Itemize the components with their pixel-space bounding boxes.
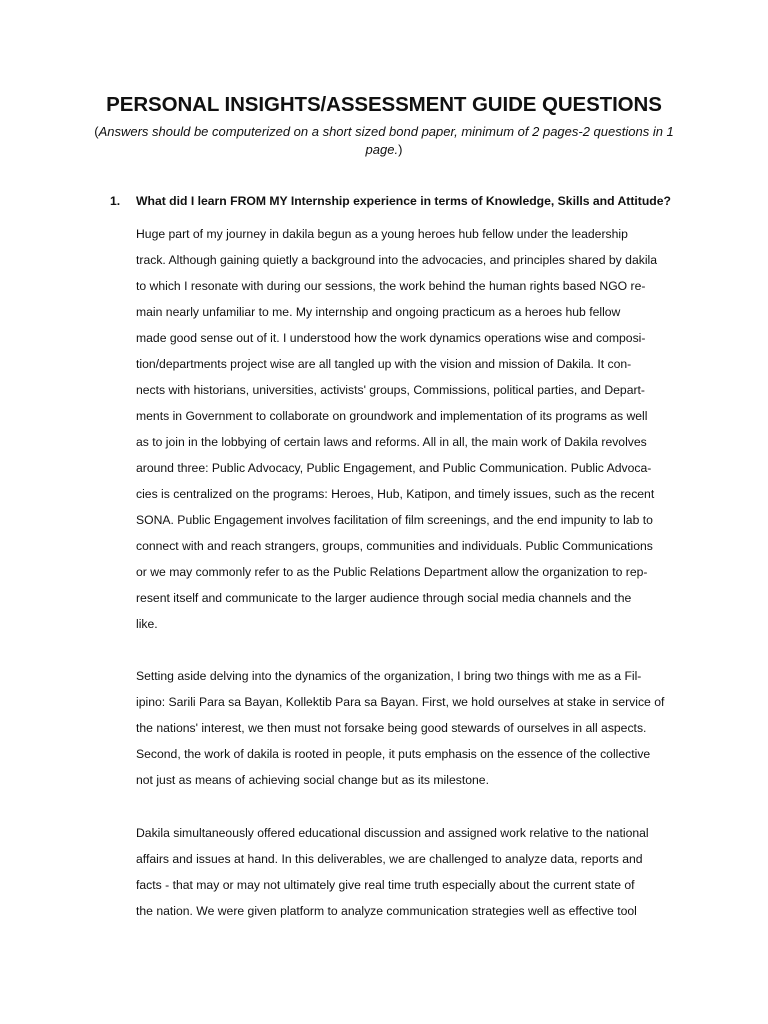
paragraph-line: affairs and issues at hand. In this deliverables, we are challenged to analyze data, reports and <box>136 852 643 866</box>
paragraph-line: cies is centralized on the programs: Heroes, Hub, Katipon, and timely issues, such as the recent <box>136 487 655 501</box>
paragraph-line: made good sense out of it. I understood how the work dynamics operations wise and composi- <box>136 331 646 345</box>
paragraph-line: Dakila simultaneously offered educational discussion and assigned work relative to the national <box>136 826 649 840</box>
paragraph-line: connect with and reach strangers, groups, communities and individuals. Public Communications <box>136 539 653 553</box>
answer-paragraph-2 <box>136 663 681 793</box>
paragraph-line: to which I resonate with during our sessions, the work behind the human rights based NGO re- <box>136 279 646 293</box>
paragraph-line: nects with historians, universities, activists' groups, Commissions, political parties, and Depart- <box>136 383 645 397</box>
paragraph-line: Setting aside delving into the dynamics of the organization, I bring two things with me as a Fil- <box>136 669 642 683</box>
page-title: PERSONAL INSIGHTS/ASSESSMENT GUIDE QUESTIONS <box>106 93 662 116</box>
paragraph-line: resent itself and communicate to the larger audience through social media channels and the <box>136 591 632 605</box>
subtitle-close-paren: ) <box>398 142 403 157</box>
paragraph-line: Huge part of my journey in dakila begun as a young heroes hub fellow under the leadership <box>136 227 628 241</box>
question-item <box>110 193 690 209</box>
paragraph-line: the nations' interest, we then must not forsake being good stewards of ourselves in all aspects. <box>136 721 647 735</box>
answer-paragraph-3 <box>136 820 681 924</box>
paragraph-line: the nation. We were given platform to analyze communication strategies well as effective tool <box>136 904 637 918</box>
page-subtitle <box>90 123 678 159</box>
paragraph-line: SONA. Public Engagement involves facilitation of film screenings, and the end impunity to lab to <box>136 513 653 527</box>
paragraph-line: track. Although gaining quietly a background into the advocacies, and principles shared by dakila <box>136 253 658 267</box>
paragraph-line: around three: Public Advocacy, Public Engagement, and Public Communication. Public Advoca- <box>136 461 652 475</box>
question-number: 1. <box>110 194 121 208</box>
paragraph-line: like. <box>136 617 158 631</box>
paragraph-line: main nearly unfamiliar to me. My internship and ongoing practicum as a heroes hub fellow <box>136 305 621 319</box>
paragraph-line: ipino: Sarili Para sa Bayan, Kollektib Para sa Bayan. First, we hold ourselves at stake in service of <box>136 695 665 709</box>
answer-paragraph-1 <box>136 221 681 637</box>
paragraph-line: facts - that may or may not ultimately give real time truth especially about the current state of <box>136 878 635 892</box>
question-text: What did I learn FROM MY Internship experience in terms of Knowledge, Skills and Attitude? <box>136 194 671 208</box>
paragraph-line: as to join in the lobbying of certain laws and reforms. All in all, the main work of Dakila revolves <box>136 435 647 449</box>
paragraph-line: Second, the work of dakila is rooted in people, it puts emphasis on the essence of the collective <box>136 747 651 761</box>
paragraph-line: or we may commonly refer to as the Public Relations Department allow the organization to rep- <box>136 565 648 579</box>
paragraph-line: ments in Government to collaborate on groundwork and implementation of its programs as well <box>136 409 648 423</box>
subtitle-instructions: Answers should be computerized on a short sized bond paper, minimum of 2 pages-2 questions in 1 page. <box>98 124 674 157</box>
subtitle-open-paren: ( <box>94 124 99 139</box>
paragraph-line: tion/departments project wise are all tangled up with the vision and mission of Dakila. It con- <box>136 357 632 371</box>
paragraph-line: not just as means of achieving social change but as its milestone. <box>136 773 489 787</box>
